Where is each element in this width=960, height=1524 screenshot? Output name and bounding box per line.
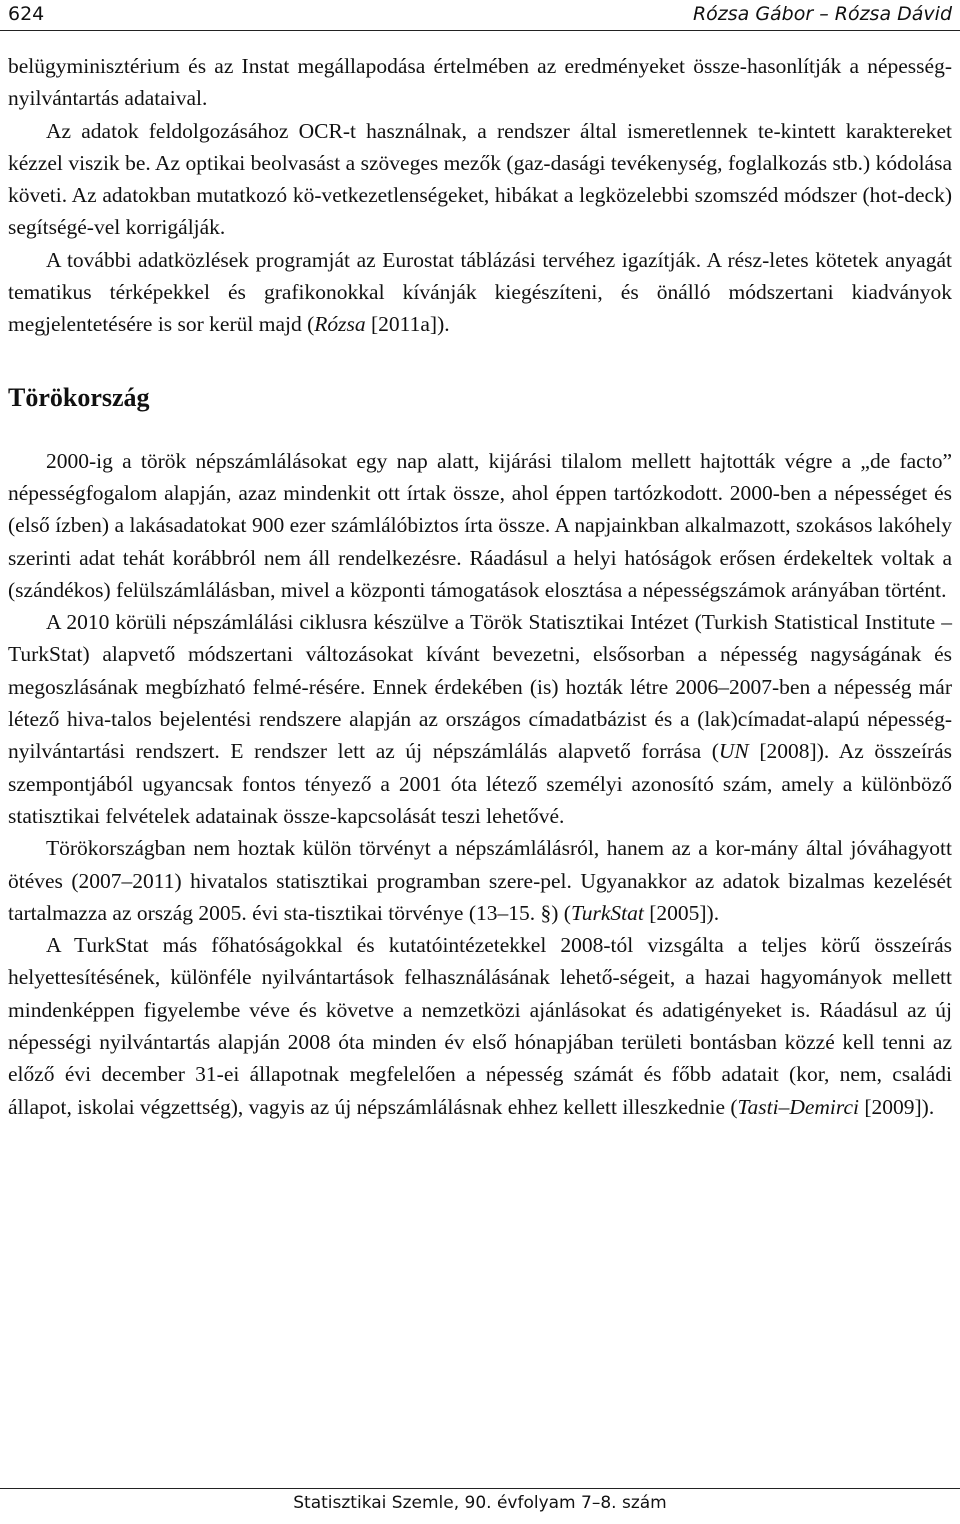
citation: TurkStat (570, 900, 644, 925)
paragraph (8, 244, 952, 341)
running-head: Rózsa Gábor – Rózsa Dávid (692, 3, 952, 25)
paragraph (8, 606, 952, 832)
citation: Tasti–Demirci (737, 1094, 859, 1119)
text: Törökországban nem hoztak külön törvényt a népszámlálásról, hanem az a kor-mány által jóváhagyott ötéves (2007–2011) hivatalos statisztikai programban szere-pel. Ugyanakkor az adatok bizalmas kezelését tartalmazza az ország 2005. évi sta-tisztikai törvénye (13–15. §) ( (8, 836, 952, 925)
page-footer (0, 1488, 960, 1524)
journal-title: Statisztikai Szemle, 90. évfolyam 7–8. szám (293, 1493, 667, 1513)
text: [2009]). (858, 1094, 935, 1119)
section-heading: Törökország (8, 382, 150, 412)
text: [2008]). Az összeírás szempontjából ugyancsak fontos tényező a 2001 óta létező személyi azonosító szám, amely a különböző statisztikai felvételek adatainak össze-kapcsolását teszi lehetővé. (8, 739, 952, 828)
page-header (0, 0, 960, 31)
text: A további adatközlések programját az Eurostat táblázási tervéhez igazítják. A rész-letes kötetek anyagát tematikus térképekkel és grafikonokkal kívánják kiegészíteni, és önálló módszertani kiadványok megjelentetésére is sor kerül majd ( (8, 247, 952, 337)
paragraph (8, 929, 952, 1123)
paragraph (8, 832, 952, 929)
text: A TurkStat más főhatóságokkal és kutatóintézetekkel 2008-tól vizsgálta a teljes körű összeírás helyettesítésének, különféle nyilvántartások felhasználásának lehető-ségeit, a hazai hagyományok mellett mindenképpen figyelembe véve és követve a nemzetközi ajánlásokat és adatigényeket is. Ráadásul az új népességi nyilvántartás alapján 2008 óta minden év első hónapjában területi bontásban közzé kell tenni az előző évi december 31-ei állapotnak megfelelően a népesség számát és főbb adatait (kor, nem, családi állapot, iskolai végzettség), vagyis az új népszámlálásnak ehhez kellett illeszkednie ( (8, 933, 952, 1119)
page-number: 624 (8, 3, 45, 25)
text: A 2010 körüli népszámlálási ciklusra készülve a Török Statisztikai Intézet (Turkish Statistical Institute – TurkStat) alapvető módszertani változásokat kívánt bevezetni, elsősorban a népesség nagyságának és megoszlásának megbízható felmé-résére. Ennek érdekében (is) hozták létre 2006–2007-ben a népesség már létező hiva-talos bejelentési rendszere alapján az országos címadatbázist és a (lak)címadat-alapú népesség-nyilvántartási rendszert. E rendszer lett az új népszámlálás alapvető forrása ( (8, 610, 952, 764)
text: [2011a]). (365, 312, 450, 337)
paragraph: Az adatok feldolgozásához OCR-t használnak, a rendszer által ismeretlennek te-kintett karaktereket kézzel viszik be. Az optikai beolvasást a szöveges mezők (gaz-dasági tevékenység, foglalkozás stb.) kódolása követi. Az adatokban mutatkozó kö-vetkezetlenségeket, hibákat a legközelebbi szomszéd módszer (hot-deck) segítségé-vel korrigálják. (8, 118, 952, 240)
paragraph: belügyminisztérium és az Instat megállapodása értelmében az eredményeket össze-hasonlítják a népesség-nyilvántartás adataival. (8, 54, 952, 111)
citation: Rózsa (314, 312, 366, 337)
article-body (8, 50, 952, 1123)
text: [2005]). (643, 900, 720, 925)
paragraph: 2000-ig a török népszámlálásokat egy nap alatt, kijárási tilalom mellett hajtották végre a „de facto” népességfogalom alapján, azaz mindenkit ott írtak össze, ahol éppen tartózkodott. 2000-ben a népességet és (első ízben) a lakásadatokat 900 ezer számlálóbiztos írta össze. A napjainkban alkalmazott, szokásos lakóhely szerinti adat tehát korábbról nem áll rendelkezésre. Ráadásul a helyi hatóságok erősen érdekeltek voltak a (szándékos) felülszámlálásban, mivel a központi támogatások elosztása a népességszámok arányában történt. (8, 448, 952, 602)
citation: UN (718, 739, 749, 764)
